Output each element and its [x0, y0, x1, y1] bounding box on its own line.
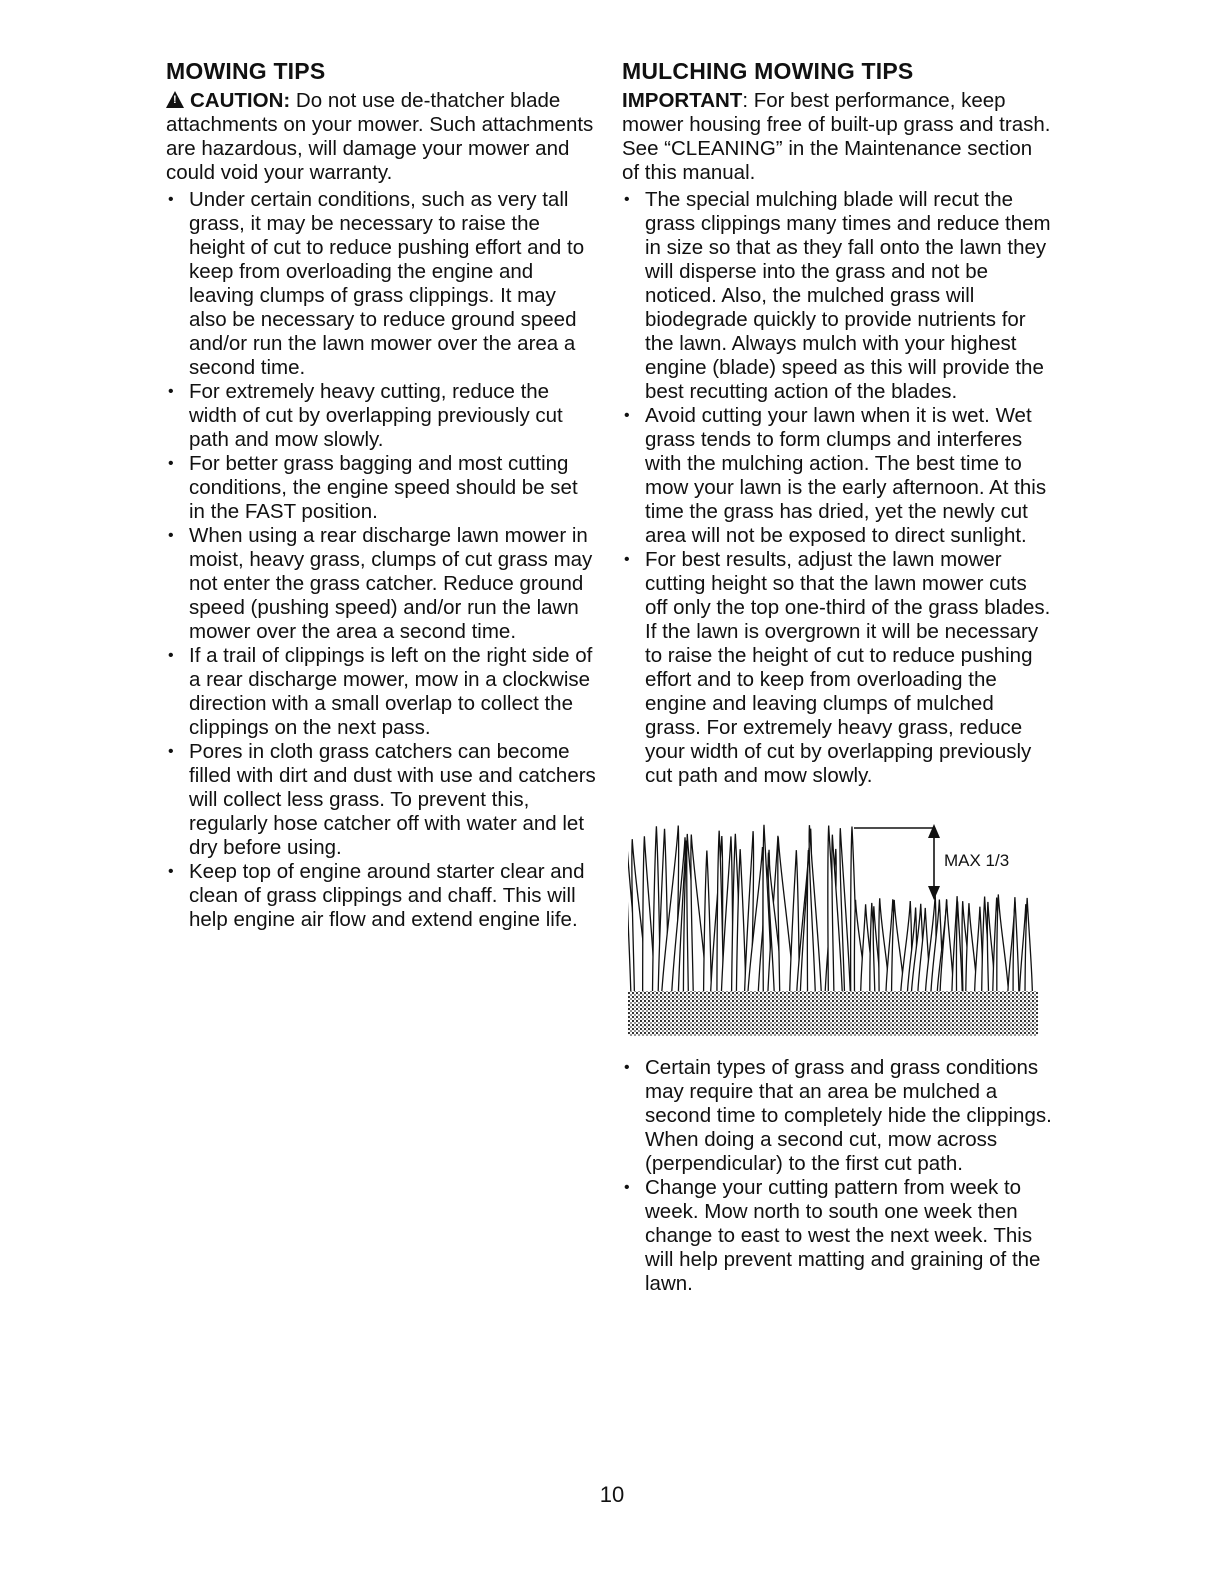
- warning-triangle-icon: [166, 91, 184, 108]
- list-item: • Under certain conditions, such as very tall grass, it may be necessary to raise the height of cut to reduce pushing effort and to keep from overloading the engine and leaving clumps of grass clippings. It may also be necessary to reduce ground speed and/or run the lawn mower over the area a second time.: [166, 188, 598, 380]
- mowing-tips-list: [166, 188, 598, 932]
- list-item: • For better grass bagging and most cutting conditions, the engine speed should be set in the FAST position.: [166, 452, 598, 524]
- list-item: • For best results, adjust the lawn mower cutting height so that the lawn mower cuts off only the top one-third of the grass blades. If the lawn is overgrown it will be necessary to raise the height of cut to reduce pushing effort and to keep from overloading the engine and leaving clumps of mulched grass. For extremely heavy grass, reduce your width of cut by overlapping previously cut path and mow slowly.: [622, 548, 1052, 788]
- list-item: • Certain types of grass and grass conditions may require that an area be mulched a second time to completely hide the clippings. When doing a second cut, mow across (perpendicular) to the first cut path.: [622, 1056, 1052, 1176]
- list-item: • For extremely heavy cutting, reduce the width of cut by overlapping previously cut path and mow slowly.: [166, 380, 598, 452]
- mulching-tips-column: [622, 58, 1052, 1296]
- caution-label: CAUTION:: [190, 89, 291, 112]
- list-item: • When using a rear discharge lawn mower in moist, heavy grass, clumps of cut grass may not enter the grass catcher. Reduce ground speed (pushing speed) and/or run the lawn mower over the area a second time.: [166, 524, 598, 644]
- mulching-tips-heading: MULCHING MOWING TIPS: [622, 58, 914, 84]
- list-item: • Avoid cutting your lawn when it is wet. Wet grass tends to form clumps and interferes with the mulching action. The best time to mow your lawn is the early afternoon. At this time the grass has dried, yet the newly cut area will not be exposed to direct sunlight.: [622, 404, 1052, 548]
- max-one-third-label: MAX 1/3: [944, 851, 1010, 870]
- page-number: 10: [599, 1482, 625, 1507]
- mulching-tips-list-bottom: [622, 1056, 1052, 1296]
- list-item: • Change your cutting pattern from week to week. Mow north to south one week then change to east to west the next week. This will help prevent matting and graining of the lawn.: [622, 1176, 1052, 1296]
- important-paragraph: [622, 89, 1052, 185]
- caution-text: Do not use de-thatcher blade attachments on your mower. Such attachments are hazardous, will damage your mower and could void your warranty.: [166, 89, 594, 184]
- list-item: • Keep top of engine around starter clear and clean of grass clippings and chaff. This will help engine air flow and extend engine life.: [166, 860, 598, 932]
- list-item: • Pores in cloth grass catchers can become filled with dirt and dust with use and catchers will collect less grass. To prevent this, regularly hose catcher off with water and let dry before using.: [166, 740, 598, 860]
- important-text: : For best performance, keep mower housing free of built-up grass and trash. See “CLEANING” in the Maintenance section of this manual.: [622, 89, 1051, 184]
- mowing-tips-heading: MOWING TIPS: [166, 58, 326, 84]
- caution-paragraph: [166, 89, 598, 185]
- grass-height-illustration: [628, 816, 1038, 1036]
- mulching-tips-list-top: [622, 188, 1052, 788]
- mowing-tips-column: [166, 58, 598, 932]
- list-item: • If a trail of clippings is left on the right side of a rear discharge mower, mow in a clockwise direction with a small overlap to collect the clippings on the next pass.: [166, 644, 598, 740]
- list-item: • The special mulching blade will recut the grass clippings many times and reduce them in size so that as they fall onto the lawn they will disperse into the grass and not be noticed. Also, the mulched grass will biodegrade quickly to provide nutrients for the lawn. Always mulch with your highest engine (blade) speed as this will provide the best recutting action of the blades.: [622, 188, 1052, 404]
- grass-blades-drawing: [628, 816, 1038, 1036]
- important-label: IMPORTANT: [622, 89, 743, 112]
